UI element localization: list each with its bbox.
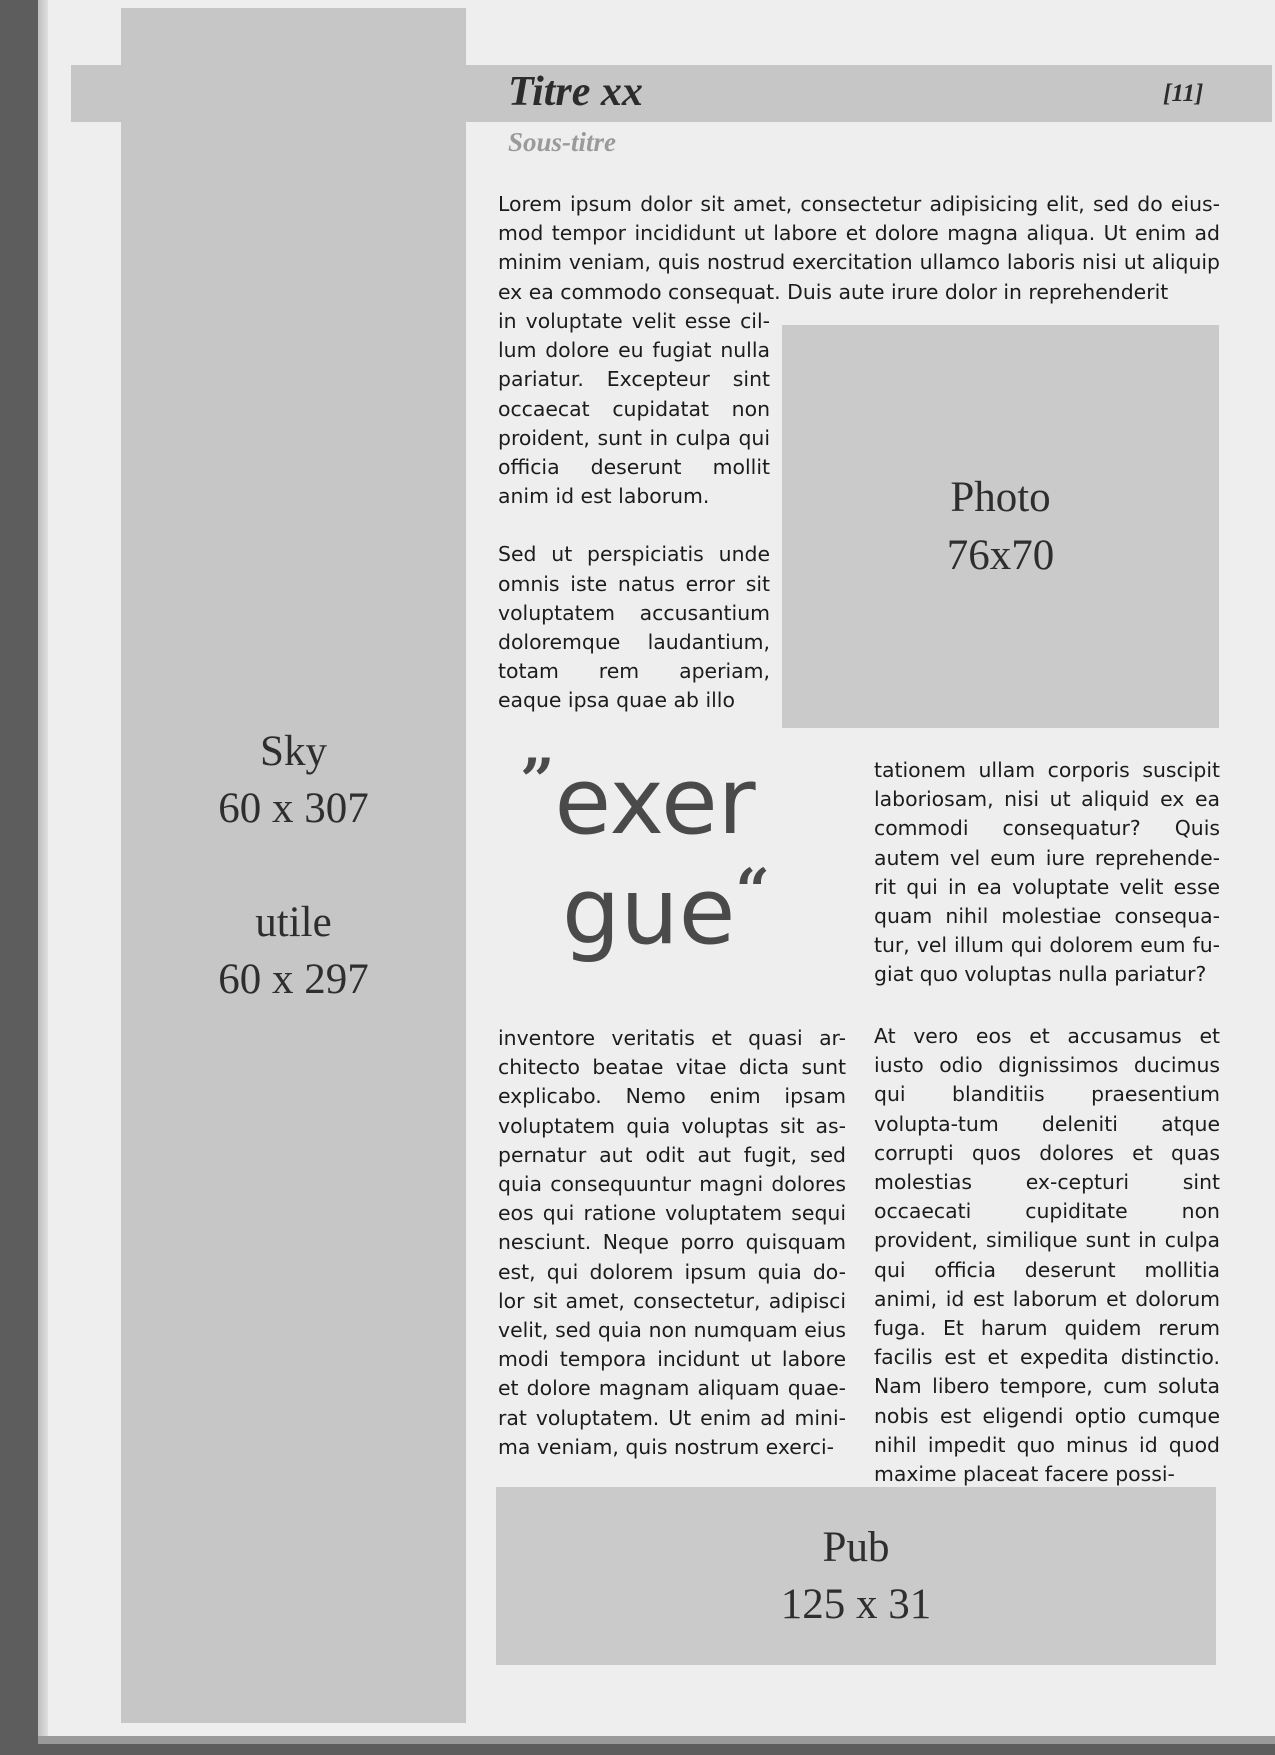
left-column-paragraph-1: in voluptate velit esse cil-lum dolore eu fugiat nulla pariatur. Excepteur sint occaecat cupidatat non proident, sunt in culpa qui officia deserunt mollit anim id est laborum. — [498, 309, 770, 509]
pull-quote-part-1: exer — [554, 748, 756, 855]
sky-ad-placeholder — [121, 8, 466, 1723]
photo-placeholder — [782, 325, 1219, 728]
sky-usable-label: utile — [255, 899, 332, 946]
photo-label: Photo — [950, 473, 1051, 521]
paper-bottom-edge — [38, 1736, 1275, 1744]
left-column-text — [498, 307, 770, 716]
left-column-paragraph-2: Sed ut perspiciatis unde omnis iste natus error sit voluptatem accusantium doloremque laudantium, totam rem aperiam, eaque ipsa quae ab illo — [498, 542, 770, 713]
pub-size: 125 x 31 — [780, 1581, 932, 1628]
pull-quote — [520, 746, 840, 1010]
pub-ad-placeholder — [496, 1487, 1216, 1665]
sky-label: Sky — [260, 728, 327, 775]
intro-paragraph: Lorem ipsum dolor sit amet, consectetur adipisicing elit, sed do eius-mod tempor incididunt ut labore et dolore magna aliqua. Ut enim ad minim veniam, quis nostrud exercitation ullamco laboris nisi ut aliquip ex ea commodo consequat. Duis aute irure dolor in reprehenderit — [498, 192, 1220, 304]
close-quote-mark: “ — [735, 856, 770, 927]
bottom-right-column-text: At vero eos et accusamus et iusto odio dignissimos ducimus qui blanditiis praesentium volupta-tum deleniti atque corrupti quos dolores et quas molestias ex-cepturi sint occaecati cupiditate non provident, similique sunt in culpa qui officia deserunt mollitia animi, id est laborum et dolorum fuga. Et harum quidem rerum facilis est et expedita distinctio. Nam libero tempore, cum soluta nobis est eligendi optio cumque nihil impedit quo minus id quod maxime placeat facere possi- — [874, 1024, 1220, 1487]
page-number: [11] — [1163, 80, 1204, 107]
open-quote-mark: ” — [520, 746, 555, 817]
right-upper-column-text: tationem ullam corporis suscipit laboriosam, nisi ut aliquid ex ea commodi consequatur? Quis autem vel eum iure reprehende-rit qui in ea voluptate velit esse quam nihil molestiae consequa-tur, vel illum qui dolorem eum fu-giat quo voluptas nulla pariatur? — [874, 758, 1220, 987]
page-title: Titre xx — [508, 69, 643, 115]
bottom-left-column-text: inventore veritatis et quasi ar-chitecto beatae vitae dicta sunt explicabo. Nemo enim ipsam voluptatem quia voluptas sit as-pernatur aut odit aut fugit, sed quia consequuntur magni dolores eos qui ratione voluptatem sequi nesciunt. Neque porro quisquam est, qui dolorem ipsum quia do-lor sit amet, consectetur, adipisci velit, sed quia non numquam eius modi tempora incidunt ut labore et dolore magnam aliquam quae-rat voluptatem. Ut enim ad mini-ma veniam, quis nostrum exerci- — [498, 1026, 846, 1459]
sky-size: 60 x 307 — [218, 785, 369, 832]
photo-size: 76x70 — [946, 531, 1055, 579]
page-subtitle: Sous-titre — [508, 127, 617, 157]
pub-label: Pub — [822, 1524, 890, 1571]
sky-usable-size: 60 x 297 — [218, 956, 369, 1003]
pull-quote-part-2: gue — [562, 858, 736, 965]
